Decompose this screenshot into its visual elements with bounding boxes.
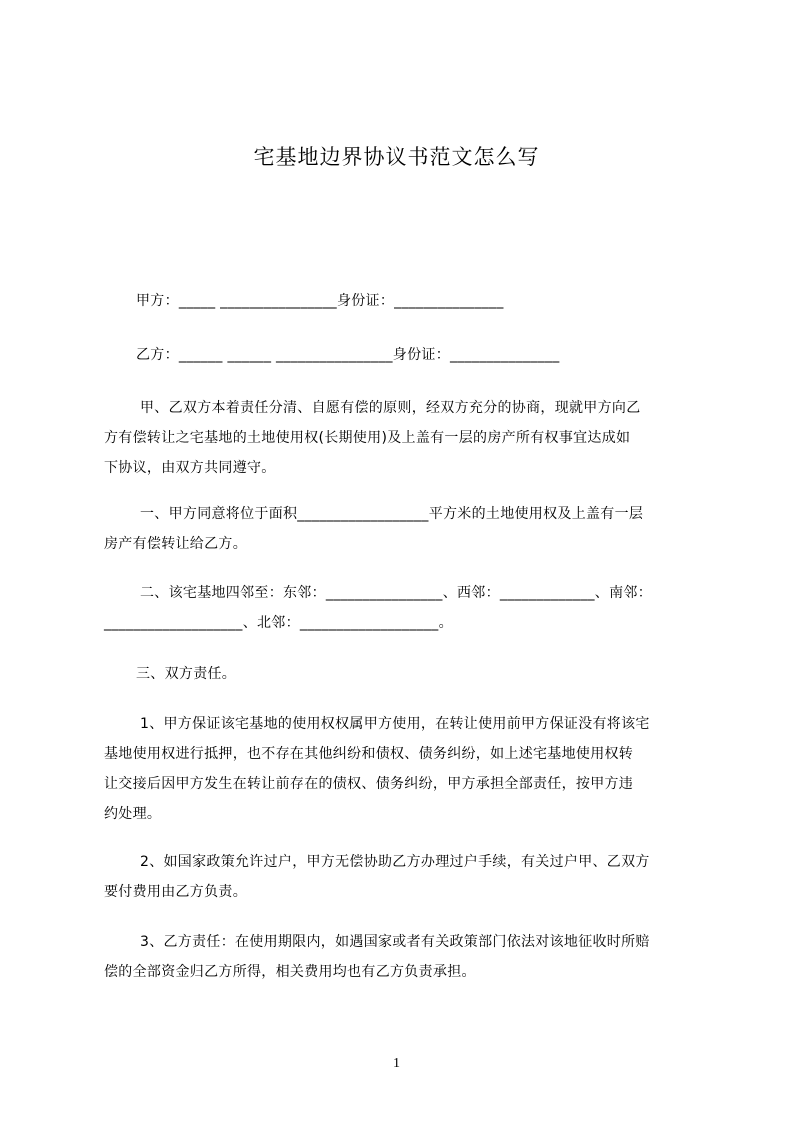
- item-1-line-2: 基地使用权进行抵押，也不存在其他纠纷和债权、债务纠纷，如上述宅基地使用权转: [104, 746, 634, 762]
- clause-2-paragraph: [104, 578, 704, 638]
- item-1-paragraph: [104, 709, 704, 829]
- item-2-paragraph: [104, 847, 704, 907]
- clause-1-line-1: 一、甲方同意将位于面积__________________平方米的土地使用权及上盖有一层: [140, 506, 644, 522]
- party-a-line: 甲方：_____ ________________身份证：_______________: [136, 293, 504, 309]
- item-2-line-1: 2、如国家政策允许过户，甲方无偿协助乙方办理过户手续，有关过户甲、乙双方: [140, 854, 650, 870]
- document-title: 宅基地边界协议书范文怎么写: [253, 145, 540, 169]
- item-1-line-1: 1、甲方保证该宅基地的使用权权属甲方使用，在转让使用前甲方保证没有将该宅: [140, 716, 650, 732]
- intro-line-3: 下协议，由双方共同遵守。: [104, 460, 276, 476]
- clause-1-line-2: 房产有偿转让给乙方。: [104, 536, 247, 552]
- item-3-line-1: 3、乙方责任：在使用期限内，如遇国家或者有关政策部门依法对该地征收时所赔: [140, 934, 650, 950]
- intro-line-1: 甲、乙双方本着责任分清、自愿有偿的原则，经双方充分的协商，现就甲方向乙: [140, 400, 641, 416]
- item-1-line-4: 约处理。: [104, 806, 162, 822]
- clause-1-paragraph: [104, 499, 704, 559]
- item-3-line-2: 偿的全部资金归乙方所得，相关费用均也有乙方负责承担。: [104, 964, 476, 980]
- clause-2-line-1: 二、该宅基地四邻至：东邻：________________、西邻：_____________、南邻：: [140, 585, 652, 601]
- clause-3-heading: 三、双方责任。: [136, 666, 237, 682]
- item-2-line-2: 要付费用由乙方负责。: [104, 884, 247, 900]
- page-number: 1: [393, 1056, 400, 1071]
- intro-paragraph: [104, 393, 704, 483]
- clause-2-line-2: ___________________、北邻：___________________。: [104, 615, 453, 631]
- item-3-paragraph: [104, 927, 704, 987]
- item-1-line-3: 让交接后因甲方发生在转让前存在的债权、债务纠纷，甲方承担全部责任，按甲方违: [104, 776, 634, 792]
- intro-line-2: 方有偿转让之宅基地的土地使用权(长期使用)及上盖有一层的房产所有权事宜达成如: [104, 430, 631, 446]
- party-b-line: 乙方：______ ______ ________________身份证：_______________: [136, 347, 560, 363]
